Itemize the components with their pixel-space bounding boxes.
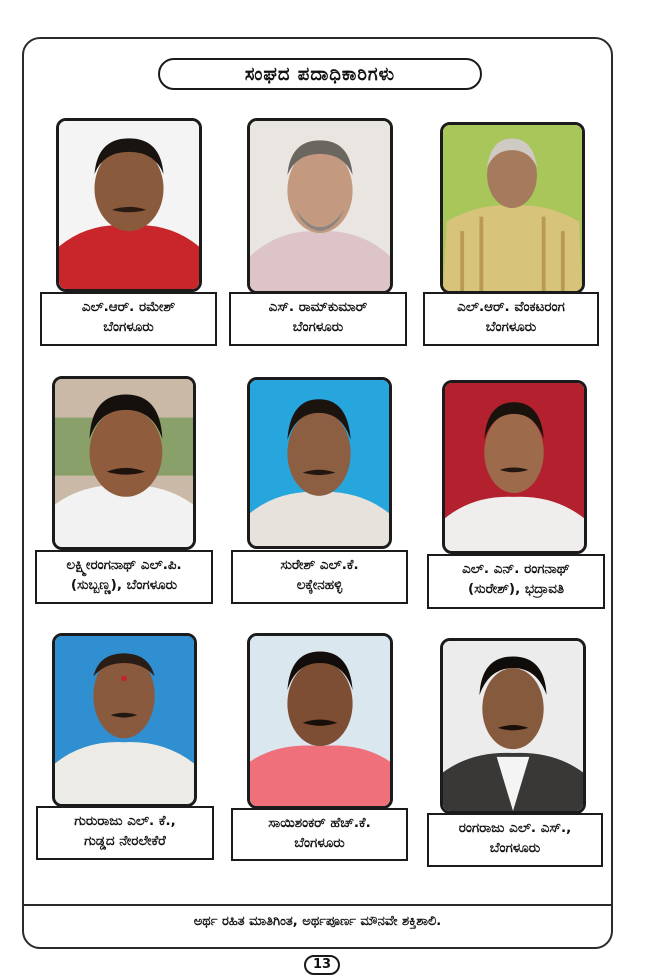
member-caption (427, 813, 603, 867)
member-photo (442, 380, 587, 554)
member-place: ಬೆಂಗಳೂರು (103, 319, 154, 335)
member-place: ಗುಡ್ಡದ ನೇರಲೇಕೆರೆ (84, 833, 166, 849)
member-place: ಬೆಂಗಳೂರು (489, 840, 541, 856)
member-name: ಗುರುರಾಜು ಎಲ್. ಕೆ., (74, 813, 176, 829)
member-place: ಬೆಂಗಳೂರು (294, 835, 345, 851)
member-photo (440, 122, 585, 294)
member-photo (247, 377, 392, 549)
member-name: ಎಸ್. ರಾಮ್‌ಕುಮಾರ್ (268, 299, 368, 315)
member-photo (52, 633, 197, 807)
member-place: ಬೆಂಗಳೂರು (485, 319, 537, 335)
member-caption (229, 292, 407, 346)
member-caption (231, 808, 408, 861)
member-name: ಸುರೇಶ್ ಎಲ್.ಕೆ. (280, 557, 359, 573)
member-caption (231, 550, 408, 604)
member-place: (ಸುಬ್ಬಣ್ಣ), ಬೆಂಗಳೂರು (70, 577, 178, 593)
member-name: ಎಲ್.ಆರ್. ವೆಂಕಟರಂಗ (457, 299, 565, 315)
member-caption (423, 292, 599, 346)
member-caption (40, 292, 217, 346)
member-photo (52, 376, 196, 550)
member-photo (247, 118, 393, 294)
footer-divider (22, 904, 613, 906)
page-title: ಸಂಘದ ಪದಾಧಿಕಾರಿಗಳು (158, 58, 482, 90)
member-name: ಸಾಯಿಶಂಕರ್ ಹೆಚ್.ಕೆ. (268, 815, 371, 831)
member-photo (56, 118, 202, 292)
footer-quote: ಅರ್ಥ ರಹಿತ ಮಾತಿಗಿಂತ, ಅರ್ಥಪೂರ್ಣ ಮೌನವೇ ಶಕ್ತಿಶಾಲಿ. (193, 914, 442, 929)
member-caption (427, 554, 605, 609)
member-name: ಎಲ್.ಆರ್. ರಮೇಶ್ (81, 299, 176, 315)
member-caption (36, 806, 214, 860)
member-place: ಲಕ್ಕೇನಹಳ್ಳಿ (296, 577, 343, 593)
member-caption (35, 550, 213, 604)
member-name: ಎಲ್. ಎನ್. ರಂಗನಾಥ್ (462, 561, 570, 577)
member-photo (247, 633, 393, 809)
member-place: ಬೆಂಗಳೂರು (292, 319, 344, 335)
member-name: ಲಕ್ಷ್ಮೀರಂಗನಾಥ್ ಎಲ್.ಪಿ. (66, 557, 182, 573)
member-photo (440, 638, 586, 814)
member-place: (ಸುರೇಶ್), ಭದ್ರಾವತಿ (467, 581, 565, 597)
page-number: 13 (304, 955, 340, 975)
member-name: ರಂಗರಾಜು ಎಲ್. ಎಸ್., (458, 820, 572, 836)
